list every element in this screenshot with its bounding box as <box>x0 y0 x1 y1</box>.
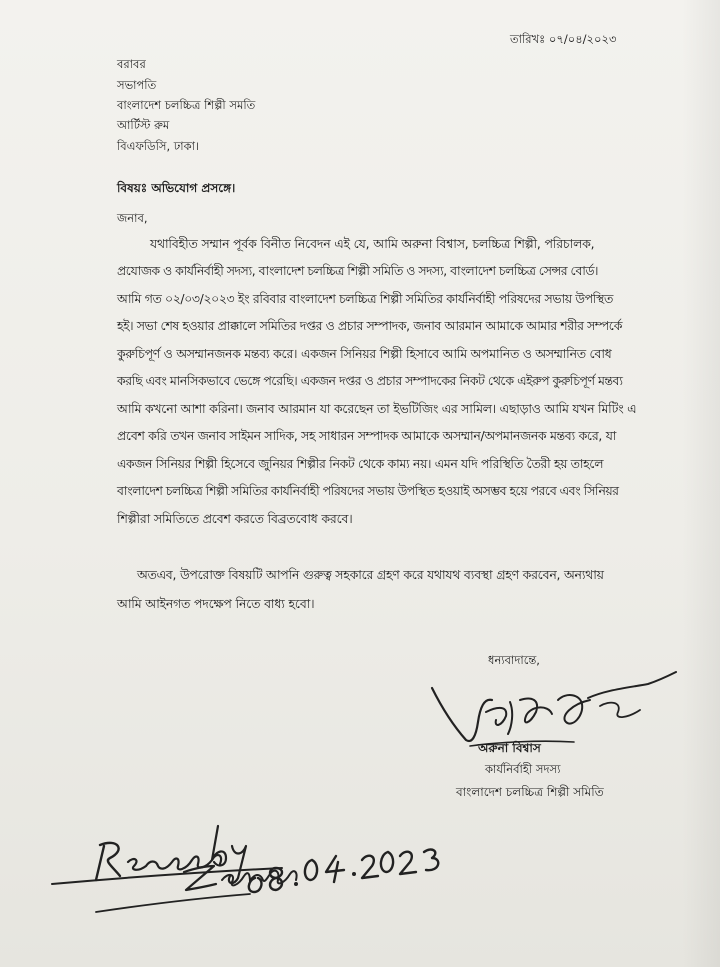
signer-name: অরুনা বিশ্বাস <box>478 741 541 755</box>
address-line: বরাবর <box>117 57 146 71</box>
body-line: কুরুচিপূর্ণ ও অসম্মানজনক মন্তব্য করে। একজন সিনিয়র শিল্পী হিসাবে আমি অপমানিত ও অসম্মানিত বোধ <box>117 347 612 361</box>
address-line: আর্টিস্ট রুম <box>117 118 170 132</box>
body-line: যথাবিহীত সম্মান পূর্বক বিনীত নিবেদন এই যে, আমি অরুনা বিশ্বাস, চলচ্চিত্র শিল্পী, পরিচালক, <box>150 237 595 251</box>
body-line: অতএব, উপরোক্ত বিষয়টি আপনি গুরুত্ব সহকারে গ্রহণ করে যথাযথ ব্যবস্থা গ্রহণ করবেন, অন্যথায় <box>137 568 604 582</box>
salutation: জনাব, <box>117 211 148 225</box>
body-line: আমি গত ০২/০৩/২০২৩ ইং রবিবার বাংলাদেশ চলচ্চিত্র শিল্পী সমিতির কার্যনির্বাহী পরিষদের সভায় উপস্থিত <box>117 292 613 306</box>
body-line: হই। সভা শেষ হওয়ার প্রাক্কালে সমিতির দপ্তর ও প্রচার সম্পাদক, জনাব আরমান আমাকে আমার শরীর সম্পর্কে <box>117 319 622 333</box>
address-line: বাংলাদেশ চলচ্চিত্র শিল্পী সমতি <box>117 98 256 112</box>
letter-date: তারিখঃ ০৭/০৪/২০২৩ <box>510 32 617 46</box>
closing-text: ধন্যবাদান্তে, <box>488 653 540 667</box>
body-line: প্রবেশ করি তখন জনাব সাইমন সাদিক, সহ সাধারন সম্পাদক আমাকে অসম্মান/অপমানজনক মন্তব্য করে, যা <box>117 429 617 443</box>
letter-subject: বিষয়ঃ অভিযোগ প্রসঙ্গে। <box>117 181 236 195</box>
address-line: বিএফডিসি, ঢাকা। <box>117 139 200 153</box>
body-line: করছি এবং মানসিকভাবে ভেঙ্গে পরেছি। একজন দপ্তর ও প্রচার সম্পাদকের নিকট থেকে এইরুপ কুরুচিপূর্ণ মন্তব্য <box>117 374 623 388</box>
address-line: সভাপতি <box>117 78 157 92</box>
body-line: বাংলাদেশ চলচ্চিত্র শিল্পী সমিতির কার্যনির্বাহী পরিষদের সভায় উপস্থিত হওয়াই অসম্ভব হয়ে পরবে এবং সিনিয়র <box>117 484 619 498</box>
body-line: প্রযোজক ও কার্যনির্বাহী সদস্য, বাংলাদেশ চলচ্চিত্র শিল্পী সমিতি ও সদস্য, বাংলাদেশ চলচ্চিত্র সেন্সর বোর্ড। <box>117 264 598 278</box>
body-line: একজন সিনিয়র শিল্পী হিসেবে জুনিয়র শিল্পীর নিকট থেকে কাম্য নয়। এমন যদি পরিস্থিতি তৈরী হয় তাহলে <box>117 457 604 471</box>
signer-organization: বাংলাদেশ চলচ্চিত্র শিল্পী সমিতি <box>456 785 604 799</box>
body-line: আমি কখনো আশা করিনা। জনাব আরমান যা করেছেন তা ইভটিজিং এর সামিল। এছাড়াও আমি যখন মিটিং এ <box>117 402 637 416</box>
body-line: শিল্পীরা সমিতিতে প্রবেশ করতে বিব্রতবোধ করবে। <box>117 512 353 526</box>
body-line: আমি আইনগত পদক্ষেপ নিতে বাধ্য হবো। <box>117 597 315 611</box>
signer-title: কার্যনির্বাহী সদস্য <box>485 762 561 776</box>
